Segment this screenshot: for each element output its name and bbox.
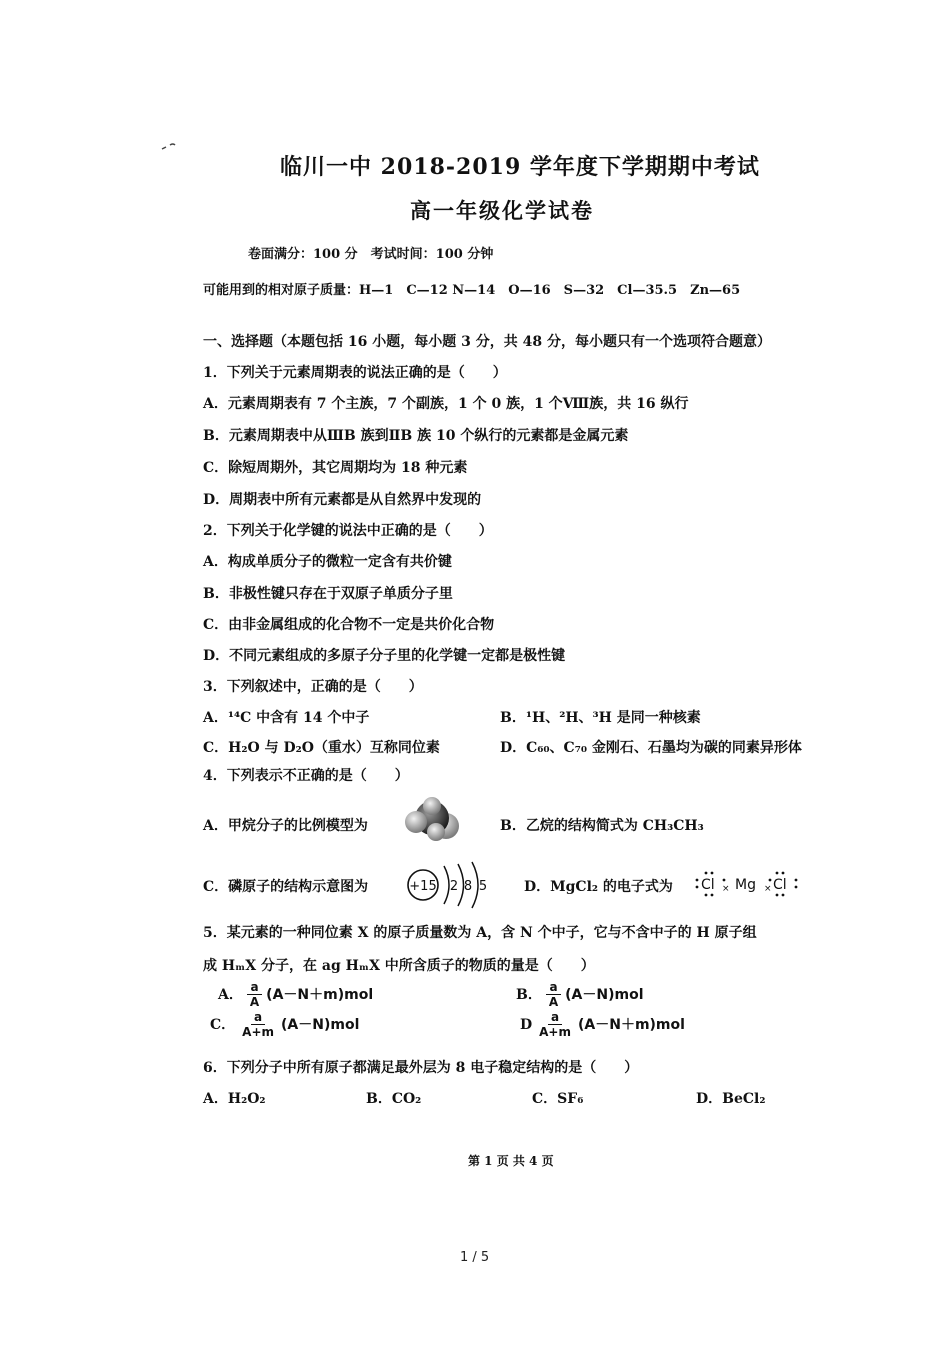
shell-2-electrons: 8	[463, 879, 473, 894]
q2-option-b: B．非极性键只存在于双原子单质分子里	[203, 586, 453, 602]
q1-option-d: D．周期表中所有元素都是从自然界中发现的	[203, 492, 482, 508]
exam-info: 卷面满分：100 分 考试时间：100 分钟	[248, 247, 494, 262]
q5-c-label: C．	[210, 1017, 236, 1033]
q5-a-tail: (A－N＋m)mol	[266, 987, 374, 1003]
q1-option-a: A．元素周期表有 7 个主族，7 个副族，1 个 0 族，1 个Ⅷ族，共 16 纵行	[203, 396, 689, 412]
q3-option-a: A．¹⁴C 中含有 14 个中子	[203, 710, 370, 726]
q1-option-b: B．元素周期表中从ⅢB 族到ⅡB 族 10 个纵行的元素都是金属元素	[203, 428, 629, 444]
q5-option-d	[520, 1010, 685, 1040]
shell-1-electrons: 2	[449, 879, 459, 894]
q4-option-b: B．乙烷的结构简式为 CH₃CH₃	[500, 818, 704, 834]
q2-option-d: D．不同元素组成的多原子分子里的化学键一定都是极性键	[203, 648, 566, 664]
q5-d-label: D	[520, 1017, 533, 1033]
mgcl2-electron-formula	[690, 865, 805, 901]
q5-option-b	[516, 980, 644, 1010]
exam-title: 临川一中 2018-2019 学年度下学期期中考试	[280, 154, 760, 180]
q5-a-label: A．	[218, 987, 243, 1003]
nucleus-charge: +15	[409, 879, 437, 894]
q5-a-fraction: $\frac{a}{A}$	[247, 980, 262, 1010]
section-heading: 一、选择题（本题包括 16 小题，每小题 3 分，共 48 分，每小题只有一个选项符合题意）	[203, 334, 771, 350]
q3-option-b: B．¹H、²H、³H 是同一种核素	[500, 710, 701, 726]
q2-stem: 2．下列关于化学键的说法中正确的是（ ）	[203, 523, 493, 539]
q6-option-c: C．SF₆	[532, 1091, 584, 1107]
q5-c-fraction: $\frac{a}{A+m}$	[242, 1010, 275, 1039]
methane-model-image	[402, 796, 464, 842]
q2-option-a: A．构成单质分子的微粒一定含有共价键	[203, 554, 452, 570]
q3-option-d: D．C₆₀、C₇₀ 金刚石、石墨均为碳的同素异形体	[500, 740, 802, 756]
q4-option-d: D．MgCl₂ 的电子式为	[524, 879, 673, 895]
q3-option-c: C．H₂O 与 D₂O（重水）互称同位素	[203, 740, 440, 756]
q6-option-d: D．BeCl₂	[696, 1091, 766, 1107]
q4-option-a: A．甲烷分子的比例模型为	[203, 818, 368, 834]
q5-b-label: B．	[516, 987, 542, 1003]
q5-option-a	[218, 980, 373, 1010]
q1-option-c: C．除短周期外，其它周期均为 18 种元素	[203, 460, 468, 476]
q5-b-tail: (A－N)mol	[565, 987, 644, 1003]
q1-stem: 1．下列关于元素周期表的说法正确的是（ ）	[203, 365, 507, 381]
q5-stem-line1: 5．某元素的一种同位素 X 的原子质量数为 A，含 N 个中子，它与不含中子的 H 原子组	[203, 925, 757, 941]
pdf-pager: 1 / 5	[460, 1250, 490, 1265]
scan-mark	[160, 136, 176, 144]
q6-stem: 6．下列分子中所有原子都满足最外层为 8 电子稳定结构的是（ ）	[203, 1060, 639, 1076]
q4-option-c: C．磷原子的结构示意图为	[203, 879, 369, 895]
q4-stem: 4．下列表示不正确的是（ ）	[203, 768, 409, 784]
chlorine-right: Cl	[773, 877, 787, 893]
page-number-label: 第 1 页 共 4 页	[468, 1154, 554, 1168]
cross-right: ×	[764, 884, 772, 894]
q2-option-c: C．由非金属组成的化合物不一定是共价化合物	[203, 617, 495, 633]
phosphorus-atom-diagram	[404, 860, 494, 910]
atomic-masses: 可能用到的相对原子质量：H—1 C—12 N—14 O—16 S—32 Cl—35.5 Zn—65	[203, 283, 741, 298]
q6-option-b: B．CO₂	[366, 1091, 422, 1107]
chlorine-left: Cl	[701, 877, 715, 893]
q5-d-tail: (A－N＋m)mol	[578, 1017, 685, 1033]
cross-left: ×	[722, 884, 730, 894]
q5-d-fraction: $\frac{a}{A+m}$	[539, 1010, 571, 1039]
q6-option-a: A．H₂O₂	[203, 1091, 266, 1107]
magnesium: Mg	[735, 877, 756, 893]
q3-stem: 3．下列叙述中，正确的是（ ）	[203, 679, 423, 695]
q5-stem-line2: 成 HₘX 分子，在 ag HₘX 中所含质子的物质的量是（ ）	[203, 958, 595, 974]
q5-option-c	[210, 1010, 359, 1040]
q5-c-tail: (A－N)mol	[281, 1017, 360, 1033]
shell-3-electrons: 5	[478, 879, 488, 894]
q5-b-fraction: $\frac{a}{A}$	[546, 980, 561, 1010]
exam-subtitle: 高一年级化学试卷	[410, 198, 594, 223]
